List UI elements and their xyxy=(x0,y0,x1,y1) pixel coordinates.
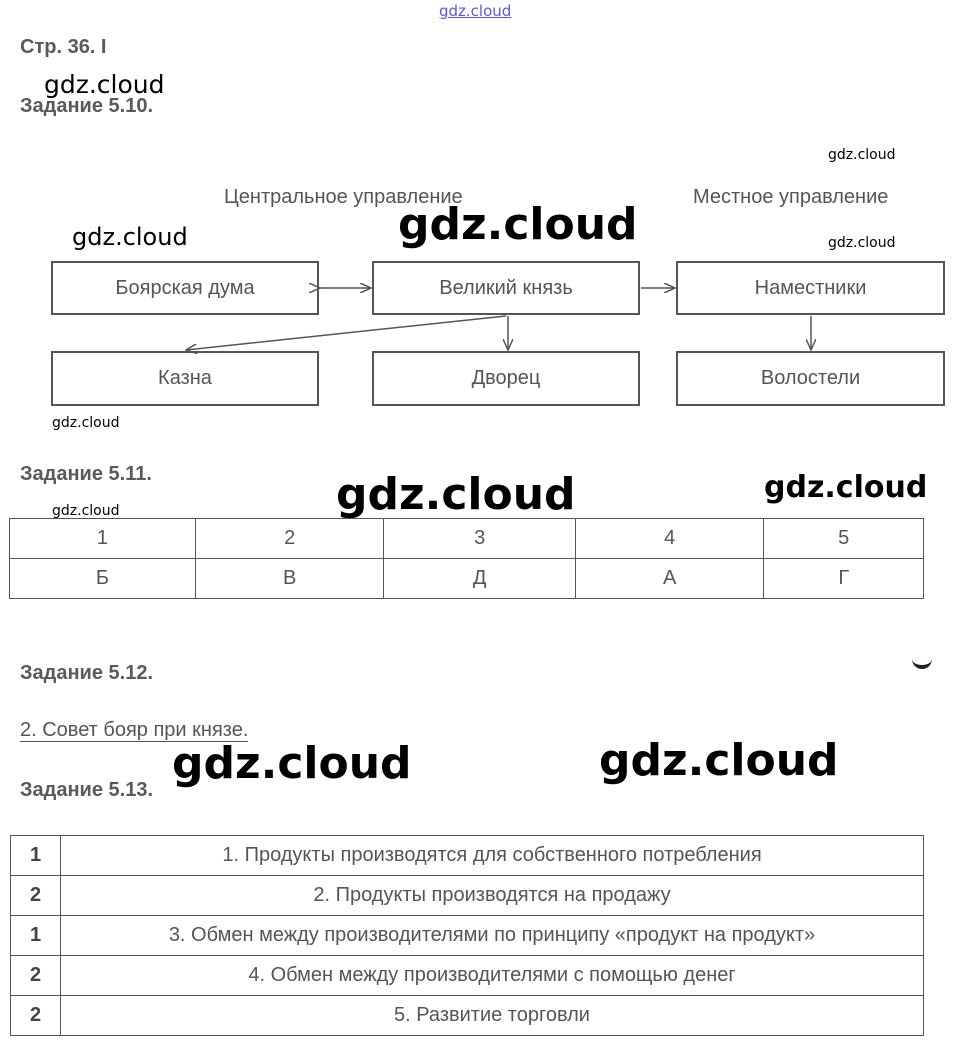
watermark: gdz.cloud xyxy=(52,503,120,519)
table-cell: 1 xyxy=(10,519,196,559)
local-management-header: Местное управление xyxy=(693,186,889,208)
table-row xyxy=(10,559,924,599)
watermark: gdz.cloud xyxy=(398,199,638,250)
box-governors: Наместники xyxy=(676,261,945,315)
arrow-prince-treasury xyxy=(186,316,506,350)
row-number: 2 xyxy=(11,996,61,1036)
table-cell: 3 xyxy=(384,519,575,559)
task-5-11-table xyxy=(9,518,924,599)
table-cell: Д xyxy=(384,559,575,599)
table-row xyxy=(11,876,924,916)
row-text: 4. Обмен между производителями с помощью денег xyxy=(61,956,924,996)
box-palace: Дворец xyxy=(372,351,640,406)
task-5-12-title: Задание 5.12. xyxy=(20,662,154,684)
task-5-11-title: Задание 5.11. xyxy=(20,463,152,485)
task-5-10-title: Задание 5.10. xyxy=(20,95,154,117)
row-text: 2. Продукты производятся на продажу xyxy=(61,876,924,916)
watermark: gdz.cloud xyxy=(44,70,165,99)
watermark: gdz.cloud xyxy=(828,235,896,251)
row-number: 1 xyxy=(11,836,61,876)
watermark: gdz.cloud xyxy=(172,738,412,789)
watermark: gdz.cloud xyxy=(336,469,576,520)
table-cell: Б xyxy=(10,559,196,599)
table-cell: 4 xyxy=(575,519,764,559)
table-row xyxy=(11,916,924,956)
row-text: 1. Продукты производятся для собственного потребления xyxy=(61,836,924,876)
task-5-13-title: Задание 5.13. xyxy=(20,779,154,801)
box-treasury: Казна xyxy=(51,351,319,406)
table-cell: 2 xyxy=(195,519,384,559)
row-number: 2 xyxy=(11,876,61,916)
table-cell: А xyxy=(575,559,764,599)
table-header-row xyxy=(10,519,924,559)
central-management-header: Центральное управление xyxy=(224,186,463,208)
table-cell: В xyxy=(195,559,384,599)
table-cell: 5 xyxy=(764,519,924,559)
watermark: gdz.cloud xyxy=(72,223,188,251)
watermark: gdz.cloud xyxy=(828,147,896,163)
box-boyar-duma: Боярская дума xyxy=(51,261,319,315)
table-row xyxy=(11,996,924,1036)
watermark: gdz.cloud xyxy=(52,415,120,431)
box-grand-prince: Великий князь xyxy=(372,261,640,315)
row-text: 5. Развитие торговли xyxy=(61,996,924,1036)
task-5-12-answer: 2. Совет бояр при князе. xyxy=(20,719,249,741)
table-row xyxy=(11,836,924,876)
row-number: 1 xyxy=(11,916,61,956)
watermark: gdz.cloud xyxy=(764,470,928,505)
row-text: 3. Обмен между производителями по принципу «продукт на продукт» xyxy=(61,916,924,956)
watermark: gdz.cloud xyxy=(599,735,839,786)
task-5-13-table xyxy=(10,835,924,1036)
row-number: 2 xyxy=(11,956,61,996)
box-volosteli: Волостели xyxy=(676,351,945,406)
table-row xyxy=(11,956,924,996)
watermark: gdz.cloud xyxy=(439,2,512,20)
page-reference: Стр. 36. I xyxy=(20,36,107,58)
table-cell: Г xyxy=(764,559,924,599)
